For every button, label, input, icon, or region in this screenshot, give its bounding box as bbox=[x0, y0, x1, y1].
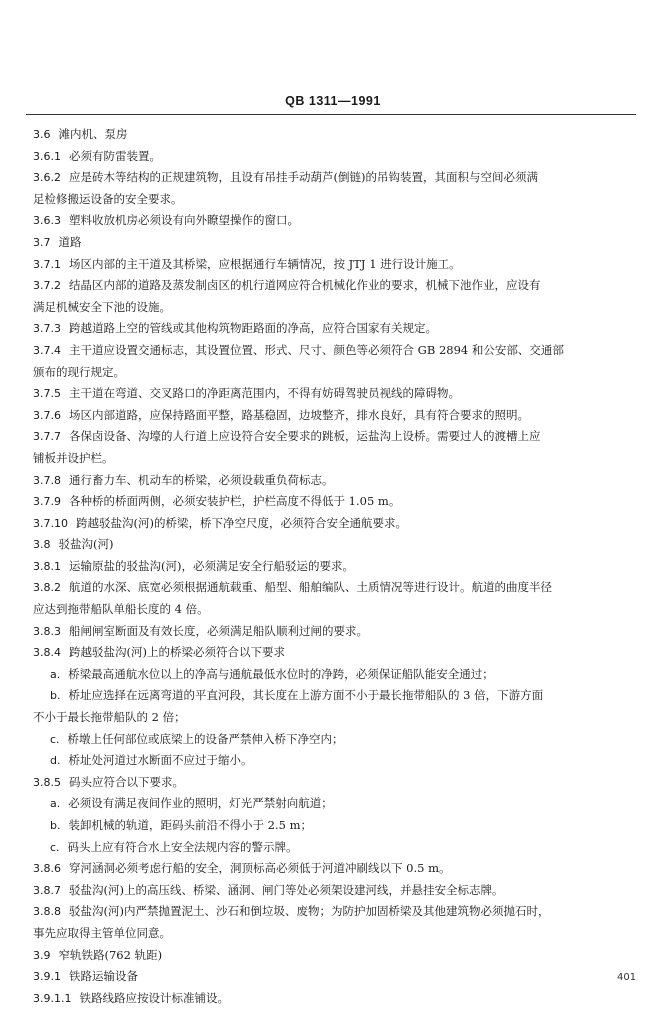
clause-text: 航道的水深、底宽必须根据通航载重、船型、船舶编队、土质情况等进行设计。航道的曲度半径 bbox=[69, 580, 552, 595]
text-line bbox=[0, 146, 666, 168]
clause-text: 应是砖木等结构的正规建筑物，且设有吊挂手动葫芦(倒链)的吊钩装置，其面积与空间必须满 bbox=[69, 170, 538, 185]
clause-number: d. bbox=[50, 754, 61, 768]
text-line bbox=[0, 383, 666, 405]
clause-number: 3.6.3 bbox=[33, 214, 61, 228]
clause-text: 结晶区内部的道路及蒸发制卤区的机行道网应符合机械化作业的要求，机械下池作业，应设有 bbox=[69, 278, 541, 293]
clause-text: 通行畜力车、机动车的桥梁，必须设载重负荷标志。 bbox=[69, 472, 334, 487]
clause-number: 3.7.10 bbox=[33, 516, 68, 530]
text-line bbox=[0, 923, 666, 945]
text-line bbox=[0, 642, 666, 664]
clause-text: 必须设有满足夜间作业的照明，灯光严禁射向航道； bbox=[68, 796, 333, 811]
page-number: 401 bbox=[617, 972, 637, 983]
text-line bbox=[0, 297, 666, 319]
text-line bbox=[0, 167, 666, 189]
clause-number: 3.8.7 bbox=[33, 883, 61, 897]
clause-number: 3.8.8 bbox=[33, 905, 61, 919]
clause-text: 驳盐沟(河)内严禁抛置泥土、沙石和倒垃圾、废物；为防护加固桥梁及其他建筑物必须抛石时， bbox=[69, 904, 550, 919]
text-line bbox=[0, 815, 666, 837]
clause-text: 塑料收放机房必须设有向外瞭望操作的窗口。 bbox=[69, 213, 299, 228]
text-line bbox=[0, 232, 666, 254]
clause-number: a. bbox=[50, 797, 61, 811]
clause-number: 3.8.6 bbox=[33, 862, 61, 876]
clause-number: 3.8.3 bbox=[33, 624, 61, 638]
text-line bbox=[0, 491, 666, 513]
text-line bbox=[0, 966, 666, 988]
text-line bbox=[0, 685, 666, 707]
text-line bbox=[0, 534, 666, 556]
clause-number: 3.7.9 bbox=[33, 495, 61, 509]
clause-number: 3.6.1 bbox=[33, 149, 61, 163]
text-line bbox=[0, 772, 666, 794]
text-line bbox=[0, 426, 666, 448]
clause-number: a. bbox=[50, 667, 61, 681]
clause-number: b. bbox=[50, 819, 61, 832]
text-line bbox=[0, 945, 666, 967]
clause-number: b. bbox=[50, 689, 61, 703]
text-line bbox=[0, 858, 666, 880]
text-line bbox=[0, 837, 666, 859]
text-line bbox=[0, 988, 666, 1010]
clause-text: 各种桥的桥面两侧，必须安装护栏，护栏高度不得低于 1.05 m。 bbox=[69, 494, 401, 509]
clause-text: 跨越道路上空的管线或其他构筑物距路面的净高，应符合国家有关规定。 bbox=[69, 321, 437, 336]
text-line bbox=[0, 448, 666, 470]
clause-text: 铁路运输设备 bbox=[69, 969, 138, 984]
text-line bbox=[0, 318, 666, 340]
document-body bbox=[0, 124, 666, 1009]
clause-text: 各保卤设备、沟壕的人行道上应设符合安全要求的跳板，运盐沟上设桥。需要过人的渡槽上应 bbox=[69, 429, 541, 444]
clause-number: 3.7.5 bbox=[33, 387, 61, 401]
text-line bbox=[0, 621, 666, 643]
clause-text: 桥址应选择在远离弯道的平直河段，其长度在上游方面不小于最长拖带船队的 3 倍，下游方面 bbox=[68, 688, 544, 703]
text-line bbox=[0, 470, 666, 492]
page-header-code: QB 1311—1991 bbox=[285, 94, 381, 108]
clause-text: 船闸闸室断面及有效长度，必须满足船队顺利过闸的要求。 bbox=[69, 623, 368, 638]
text-line bbox=[0, 189, 666, 211]
clause-text: 应达到拖带船队单船长度的 4 倍。 bbox=[33, 602, 209, 617]
clause-text: 滩内机、泵房 bbox=[58, 127, 128, 141]
clause-text: 桥址处河道过水断面不应过于缩小。 bbox=[68, 753, 253, 768]
clause-text: 运输原盐的驳盐沟(河)，必须满足安全行船驳运的要求。 bbox=[69, 558, 354, 573]
clause-number: 3.8.1 bbox=[33, 559, 61, 573]
clause-number: 3.7.1 bbox=[33, 257, 61, 271]
clause-text: 跨越驳盐沟(河)上的桥梁必须符合以下要求 bbox=[69, 645, 285, 660]
header-rule bbox=[26, 114, 636, 115]
clause-number: 3.9 bbox=[33, 948, 51, 962]
clause-text: 穿河涵洞必须考虑行船的安全，洞顶标高必须低于河道冲刷线以下 0.5 m。 bbox=[69, 861, 451, 876]
text-line bbox=[0, 707, 666, 729]
clause-text: 必须有防雷装置。 bbox=[69, 148, 161, 163]
clause-text: 桥梁最高通航水位以上的净高与通航最低水位时的净跨，必须保证船队能安全通过； bbox=[68, 666, 494, 681]
clause-text: 颁布的现行规定。 bbox=[33, 364, 125, 379]
clause-number: 3.7 bbox=[33, 235, 51, 249]
clause-text: 码头上应有符合水上安全法规内容的警示牌。 bbox=[67, 839, 298, 854]
clause-number: 3.9.1.1 bbox=[33, 991, 72, 1005]
text-line bbox=[0, 362, 666, 384]
clause-text: 驳盐沟(河)上的高压线、桥梁、涵洞、闸门等处必须架设建河线，并悬挂安全标志牌。 bbox=[69, 882, 504, 897]
clause-number: 3.7.2 bbox=[33, 279, 61, 293]
clause-text: 主干道在弯道、交叉路口的净距离范围内，不得有妨碍驾驶员视线的障碍物。 bbox=[69, 386, 460, 401]
text-line bbox=[0, 793, 666, 815]
text-line bbox=[0, 901, 666, 923]
text-line bbox=[0, 124, 666, 146]
clause-number: 3.7.3 bbox=[33, 322, 61, 336]
clause-number: c. bbox=[50, 840, 60, 854]
clause-text: 道路 bbox=[58, 234, 82, 249]
clause-number: 3.8.5 bbox=[33, 775, 61, 789]
text-line bbox=[0, 340, 666, 362]
text-line bbox=[0, 275, 666, 297]
clause-text: 窄轨铁路(762 轨距) bbox=[58, 947, 163, 962]
clause-text: 不小于最长拖带船队的 2 倍； bbox=[33, 710, 186, 725]
clause-number: 3.8.4 bbox=[33, 646, 61, 660]
text-line bbox=[0, 254, 666, 276]
clause-text: 场区内部的主干道及其桥梁，应根据通行车辆情况，按 JTJ 1 进行设计施工。 bbox=[69, 256, 461, 271]
text-line bbox=[0, 599, 666, 621]
text-line bbox=[0, 880, 666, 902]
clause-number: 3.7.6 bbox=[33, 408, 61, 422]
clause-number: 3.7.4 bbox=[33, 343, 61, 357]
clause-number: 3.6 bbox=[33, 128, 51, 141]
clause-text: 码头应符合以下要求。 bbox=[69, 774, 184, 789]
clause-text: 桥墩上任何部位或底梁上的设备严禁伸入桥下净空内； bbox=[67, 731, 344, 746]
clause-number: 3.8.2 bbox=[33, 581, 61, 595]
clause-number: 3.8 bbox=[33, 538, 51, 552]
text-line bbox=[0, 750, 666, 772]
clause-text: 装卸机械的轨道，距码头前沿不得小于 2.5 m； bbox=[68, 818, 312, 832]
clause-text: 事先应取得主管单位同意。 bbox=[33, 925, 171, 940]
clause-text: 场区内部道路，应保持路面平整，路基稳固，边坡整齐，排水良好，具有符合要求的照明。 bbox=[69, 407, 529, 422]
text-line bbox=[0, 513, 666, 535]
clause-text: 满足机械安全下池的设施。 bbox=[33, 299, 171, 314]
clause-number: c. bbox=[50, 732, 60, 746]
clause-text: 跨越驳盐沟(河)的桥梁，桥下净空尺度，必须符合安全通航要求。 bbox=[76, 515, 407, 530]
clause-number: 3.9.1 bbox=[33, 970, 61, 984]
clause-text: 铁路线路应按设计标准铺设。 bbox=[79, 990, 229, 1005]
text-line bbox=[0, 577, 666, 599]
clause-number: 3.7.8 bbox=[33, 473, 61, 487]
clause-text: 主干道应设置交通标志，其设置位置、形式、尺寸、颜色等必须符合 GB 2894 和公安部、交通部 bbox=[69, 342, 564, 357]
clause-text: 足检修搬运设备的安全要求。 bbox=[33, 191, 183, 206]
text-line bbox=[0, 729, 666, 751]
clause-number: 3.7.7 bbox=[33, 430, 61, 444]
text-line bbox=[0, 664, 666, 686]
text-line bbox=[0, 556, 666, 578]
text-line bbox=[0, 405, 666, 427]
clause-text: 驳盐沟(河) bbox=[58, 537, 114, 552]
clause-text: 铺板并设护栏。 bbox=[33, 450, 114, 465]
clause-number: 3.6.2 bbox=[33, 171, 61, 185]
text-line bbox=[0, 210, 666, 232]
